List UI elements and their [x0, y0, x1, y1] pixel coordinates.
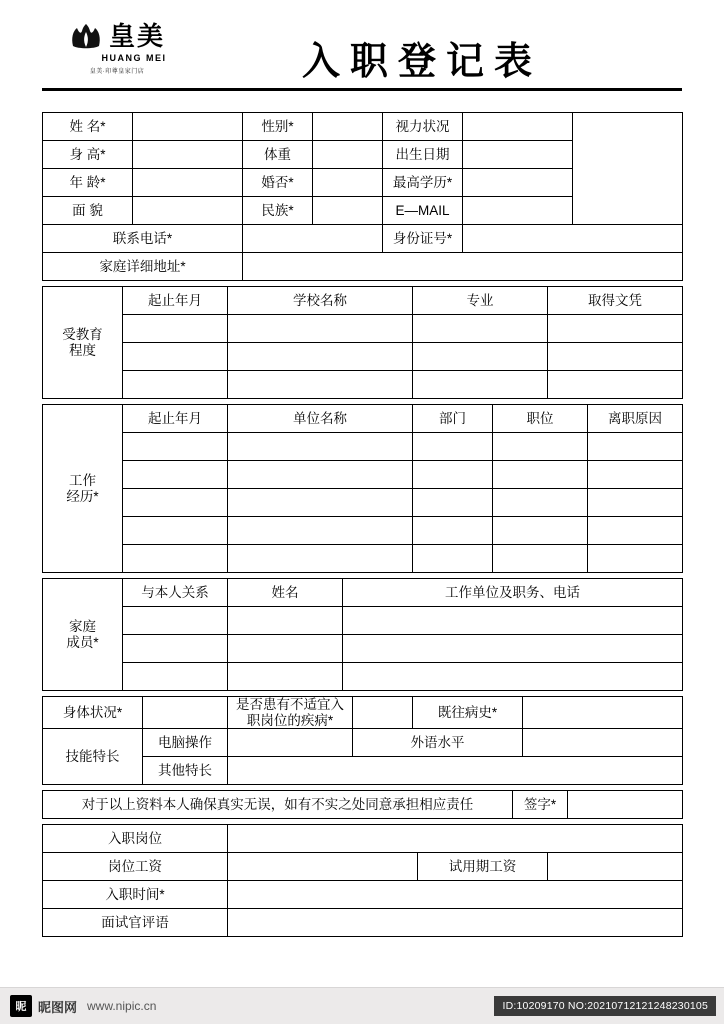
gender-value[interactable]	[313, 113, 383, 141]
title-divider	[42, 88, 682, 91]
education-label-line2: 程度	[69, 342, 96, 358]
vision-label: 视力状况	[383, 113, 463, 141]
appearance-value[interactable]	[133, 197, 243, 225]
photo-box[interactable]	[573, 113, 683, 225]
family-cell[interactable]	[123, 663, 228, 691]
work-cell[interactable]	[493, 545, 588, 573]
height-label: 身 高*	[43, 141, 133, 169]
work-cell[interactable]	[123, 461, 228, 489]
work-cell[interactable]	[413, 545, 493, 573]
onboarding-date-label: 入职时间*	[43, 881, 228, 909]
table-row	[43, 635, 683, 663]
family-cell[interactable]	[343, 635, 683, 663]
footer-bar	[0, 987, 724, 1024]
table-row	[43, 697, 683, 729]
disease-value[interactable]	[353, 697, 413, 729]
work-section-label	[43, 405, 123, 573]
table-row	[43, 253, 683, 281]
phone-value[interactable]	[243, 225, 383, 253]
table-row	[43, 579, 683, 607]
work-header-company: 单位名称	[228, 405, 413, 433]
table-row	[43, 909, 683, 937]
work-cell[interactable]	[493, 461, 588, 489]
work-cell[interactable]	[413, 461, 493, 489]
education-cell[interactable]	[228, 371, 413, 399]
work-cell[interactable]	[228, 545, 413, 573]
work-cell[interactable]	[413, 517, 493, 545]
computer-skill-value[interactable]	[228, 729, 353, 757]
work-cell[interactable]	[588, 433, 683, 461]
probation-salary-value[interactable]	[548, 853, 683, 881]
signature-label: 签字*	[513, 791, 568, 819]
table-row	[43, 489, 683, 517]
family-table	[42, 578, 683, 691]
work-cell[interactable]	[123, 433, 228, 461]
brand-tagline: 皇美·印尊皇家门店	[89, 69, 145, 75]
gender-label: 性别*	[243, 113, 313, 141]
address-value[interactable]	[243, 253, 683, 281]
family-label-line1: 家庭	[69, 618, 96, 634]
skills-section-label: 技能特长	[43, 729, 143, 785]
work-cell[interactable]	[413, 433, 493, 461]
education-cell[interactable]	[548, 343, 683, 371]
onboarding-post-label: 入职岗位	[43, 825, 228, 853]
body-condition-label: 身体状况*	[43, 697, 143, 729]
weight-label: 体重	[243, 141, 313, 169]
work-cell[interactable]	[228, 517, 413, 545]
onboarding-table	[42, 824, 683, 937]
table-row	[43, 225, 683, 253]
interviewer-comment-label: 面试官评语	[43, 909, 228, 937]
brand-name-cn: 皇美	[108, 22, 165, 52]
table-row	[43, 545, 683, 573]
work-cell[interactable]	[493, 517, 588, 545]
family-cell[interactable]	[228, 635, 343, 663]
table-row	[43, 405, 683, 433]
probation-salary-label: 试用期工资	[418, 853, 548, 881]
family-cell[interactable]	[123, 635, 228, 663]
appearance-label: 面 貌	[43, 197, 133, 225]
height-value[interactable]	[133, 141, 243, 169]
declaration-table	[42, 790, 683, 819]
vision-value[interactable]	[463, 113, 573, 141]
table-row	[43, 343, 683, 371]
work-header-position: 职位	[493, 405, 588, 433]
work-cell[interactable]	[228, 433, 413, 461]
marital-value[interactable]	[313, 169, 383, 197]
table-row	[43, 825, 683, 853]
family-header-relation: 与本人关系	[123, 579, 228, 607]
footer-id	[494, 996, 724, 1016]
site-url: www.nipic.cn	[87, 999, 157, 1013]
onboarding-date-value[interactable]	[228, 881, 683, 909]
work-label-line1: 工作	[69, 472, 96, 488]
table-row	[43, 729, 683, 757]
education-label-line1: 受教育	[62, 326, 103, 342]
work-cell[interactable]	[588, 517, 683, 545]
birthdate-label: 出生日期	[383, 141, 463, 169]
education-section-label	[43, 287, 123, 399]
education-level-label: 最高学历*	[383, 169, 463, 197]
marital-label: 婚否*	[243, 169, 313, 197]
table-row	[43, 315, 683, 343]
table-row	[43, 663, 683, 691]
table-row	[43, 113, 683, 141]
education-cell[interactable]	[123, 371, 228, 399]
foreign-language-value[interactable]	[523, 729, 683, 757]
family-header-name: 姓名	[228, 579, 343, 607]
medical-history-label: 既往病史*	[413, 697, 523, 729]
education-header-major: 专业	[413, 287, 548, 315]
table-row	[43, 791, 683, 819]
table-row	[43, 607, 683, 635]
phone-label: 联系电话*	[43, 225, 243, 253]
other-skill-value[interactable]	[228, 757, 683, 785]
education-header-school: 学校名称	[228, 287, 413, 315]
table-row	[43, 371, 683, 399]
table-row	[43, 517, 683, 545]
email-value[interactable]	[463, 197, 573, 225]
brand-name-en: HUANG MEI	[101, 53, 167, 63]
table-row	[43, 287, 683, 315]
page-title: 入职登记表	[301, 39, 542, 83]
education-header-period: 起止年月	[123, 287, 228, 315]
salary-label: 岗位工资	[43, 853, 228, 881]
family-cell[interactable]	[343, 663, 683, 691]
education-cell[interactable]	[413, 371, 548, 399]
table-row	[43, 461, 683, 489]
medical-history-value[interactable]	[523, 697, 683, 729]
age-label: 年 龄*	[43, 169, 133, 197]
family-cell[interactable]	[343, 607, 683, 635]
form-container	[42, 112, 682, 937]
table-row	[43, 853, 683, 881]
ethnicity-label: 民族*	[243, 197, 313, 225]
salary-value[interactable]	[228, 853, 418, 881]
education-cell[interactable]	[548, 315, 683, 343]
work-cell[interactable]	[588, 545, 683, 573]
work-cell[interactable]	[123, 489, 228, 517]
family-cell[interactable]	[228, 663, 343, 691]
address-label: 家庭详细地址*	[43, 253, 243, 281]
education-cell[interactable]	[548, 371, 683, 399]
image-id-text: ID:10209170 NO:20210712121248230105	[494, 996, 716, 1016]
work-experience-table	[42, 404, 683, 573]
work-cell[interactable]	[123, 545, 228, 573]
id-number-label: 身份证号*	[383, 225, 463, 253]
email-label: E—MAIL	[383, 197, 463, 225]
work-header-department: 部门	[413, 405, 493, 433]
work-cell[interactable]	[588, 461, 683, 489]
work-cell[interactable]	[228, 489, 413, 517]
nipic-logo-icon: 昵	[10, 995, 32, 1017]
education-level-value[interactable]	[463, 169, 573, 197]
body-condition-value[interactable]	[143, 697, 228, 729]
id-number-value[interactable]	[463, 225, 683, 253]
ethnicity-value[interactable]	[313, 197, 383, 225]
education-cell[interactable]	[123, 315, 228, 343]
education-cell[interactable]	[413, 315, 548, 343]
work-cell[interactable]	[413, 489, 493, 517]
age-value[interactable]	[133, 169, 243, 197]
education-cell[interactable]	[228, 315, 413, 343]
disease-label: 是否患有不适宜入职岗位的疾病*	[228, 697, 353, 729]
work-header-reason: 离职原因	[588, 405, 683, 433]
declaration-text: 对于以上资料本人确保真实无误，如有不实之处同意承担相应责任	[43, 791, 513, 819]
onboarding-post-value[interactable]	[228, 825, 683, 853]
name-value[interactable]	[133, 113, 243, 141]
education-table	[42, 286, 683, 399]
education-header-diploma: 取得文凭	[548, 287, 683, 315]
family-label-line2: 成员*	[66, 634, 99, 650]
birthdate-value[interactable]	[463, 141, 573, 169]
education-cell[interactable]	[413, 343, 548, 371]
family-section-label	[43, 579, 123, 691]
work-label-line2: 经历*	[66, 488, 99, 504]
name-label: 姓 名*	[43, 113, 133, 141]
family-cell[interactable]	[123, 607, 228, 635]
work-cell[interactable]	[228, 461, 413, 489]
weight-value[interactable]	[313, 141, 383, 169]
family-header-work: 工作单位及职务、电话	[343, 579, 683, 607]
other-skill-label: 其他特长	[143, 757, 228, 785]
basic-info-table	[42, 112, 683, 281]
interviewer-comment-value[interactable]	[228, 909, 683, 937]
education-cell[interactable]	[228, 343, 413, 371]
document-header	[0, 0, 724, 106]
family-cell[interactable]	[228, 607, 343, 635]
work-header-period: 起止年月	[123, 405, 228, 433]
signature-value[interactable]	[568, 791, 683, 819]
work-cell[interactable]	[493, 433, 588, 461]
watermark	[0, 995, 156, 1017]
table-row	[43, 881, 683, 909]
work-cell[interactable]	[493, 489, 588, 517]
work-cell[interactable]	[588, 489, 683, 517]
computer-skill-label: 电脑操作	[143, 729, 228, 757]
site-name: 昵图网	[38, 999, 78, 1015]
health-skills-table	[42, 696, 683, 785]
table-row	[43, 433, 683, 461]
foreign-language-label: 外语水平	[353, 729, 523, 757]
work-cell[interactable]	[123, 517, 228, 545]
education-cell[interactable]	[123, 343, 228, 371]
